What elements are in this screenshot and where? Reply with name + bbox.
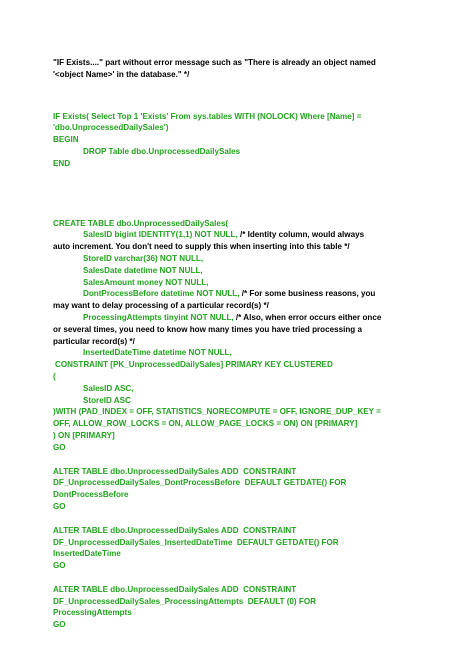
open-paren: (: [53, 371, 56, 381]
alter-line-1: ALTER TABLE dbo.UnprocessedDailySales ADD CONSTRAINT: [53, 525, 297, 535]
alter-line-1: ALTER TABLE dbo.UnprocessedDailySales ADD CONSTRAINT: [53, 466, 297, 476]
alter-line-3: InsertedDateTime: [53, 549, 121, 559]
intro-line-2: '<object Name>' in the database." */: [53, 69, 190, 79]
storeid-column: StoreID varchar(36) NOT NULL,: [83, 253, 204, 263]
spacer: [53, 200, 423, 218]
drop-table-statement: DROP Table dbo.UnprocessedDailySales: [83, 146, 241, 156]
salesid-code: SalesID bigint IDENTITY(1,1) NOT NULL,: [83, 230, 240, 240]
intro-line-1: "IF Exists...." part without error message such as "There is already an object named: [53, 58, 376, 67]
dontprocessbefore-comment-cont: may want to delay processing of a particular record(s) */: [53, 301, 269, 311]
alter-block-dontprocessbefore: [53, 466, 423, 513]
if-exists-line-cont: 'dbo.UnprocessedDailySales'): [53, 123, 169, 133]
go-keyword: GO: [53, 501, 66, 511]
processingattempts-column: [53, 312, 423, 324]
begin-keyword: BEGIN: [53, 135, 79, 145]
inserteddatetime-column: InsertedDateTime datetime NOT NULL,: [83, 348, 232, 358]
create-table-line: CREATE TABLE dbo.UnprocessedDailySales(: [53, 218, 229, 228]
with-options-line: )WITH (PAD_INDEX = OFF, STATISTICS_NORECOMPUTE = OFF, IGNORE_DUP_KEY =: [53, 407, 381, 417]
pk-storeid: StoreID ASC: [83, 395, 131, 405]
alter-line-2: DF_UnprocessedDailySales_ProcessingAttempts DEFAULT (0) FOR: [53, 596, 316, 606]
dontprocessbefore-comment: /* For some business reasons, you: [241, 289, 376, 299]
dontprocessbefore-column: [53, 288, 423, 300]
create-table-block: [53, 218, 423, 454]
salesid-comment: /* Identity column, would always: [239, 230, 365, 240]
alter-line-3: DontProcessBefore: [53, 490, 129, 500]
salesamount-column: SalesAmount money NOT NULL,: [83, 277, 209, 287]
alter-line-1: ALTER TABLE dbo.UnprocessedDailySales ADD CONSTRAINT: [53, 584, 297, 594]
processingattempts-code: ProcessingAttempts tinyint NOT NULL,: [83, 312, 236, 322]
salesid-comment-cont: auto increment. You don't need to supply this when inserting into this table */: [53, 242, 350, 252]
pk-salesid: SalesID ASC,: [83, 383, 134, 393]
processingattempts-comment: /* Also, when error occurs either once: [235, 312, 382, 322]
salesid-column: [53, 229, 423, 241]
primary-key-constraint: CONSTRAINT [PK_UnprocessedDailySales] PRIMARY KEY CLUSTERED: [55, 360, 333, 370]
alter-line-2: DF_UnprocessedDailySales_DontProcessBefore DEFAULT GETDATE() FOR: [53, 478, 347, 488]
alter-block-processingattempts: [53, 584, 423, 631]
with-options-line-cont: OFF, ALLOW_ROW_LOCKS = ON, ALLOW_PAGE_LOCKS = ON) ON [PRIMARY]: [53, 419, 358, 429]
on-primary-line: ) ON [PRIMARY]: [53, 430, 115, 440]
if-exists-line: IF Exists( Select Top 1 'Exists' From sys.tables WITH (NOLOCK) Where [Name] =: [53, 111, 362, 121]
go-keyword: GO: [53, 442, 66, 452]
end-keyword: END: [53, 158, 71, 168]
drop-table-block: [53, 111, 423, 170]
alter-line-3: ProcessingAttempts: [53, 608, 132, 618]
go-keyword: GO: [53, 561, 66, 571]
salesdate-column: SalesDate datetime NOT NULL,: [83, 265, 203, 275]
alter-block-inserteddatetime: [53, 525, 423, 572]
dontprocessbefore-code: DontProcessBefore datetime NOT NULL,: [83, 289, 242, 299]
processingattempts-comment-cont-1: or several times, you need to know how many times you have tried processing a: [53, 324, 363, 334]
processingattempts-comment-cont-2: particular record(s) */: [53, 336, 135, 346]
go-keyword: GO: [53, 620, 66, 630]
alter-line-2: DF_UnprocessedDailySales_InsertedDateTime DEFAULT GETDATE() FOR: [53, 537, 339, 547]
intro-comment: [53, 57, 423, 81]
document-page: [53, 57, 423, 643]
